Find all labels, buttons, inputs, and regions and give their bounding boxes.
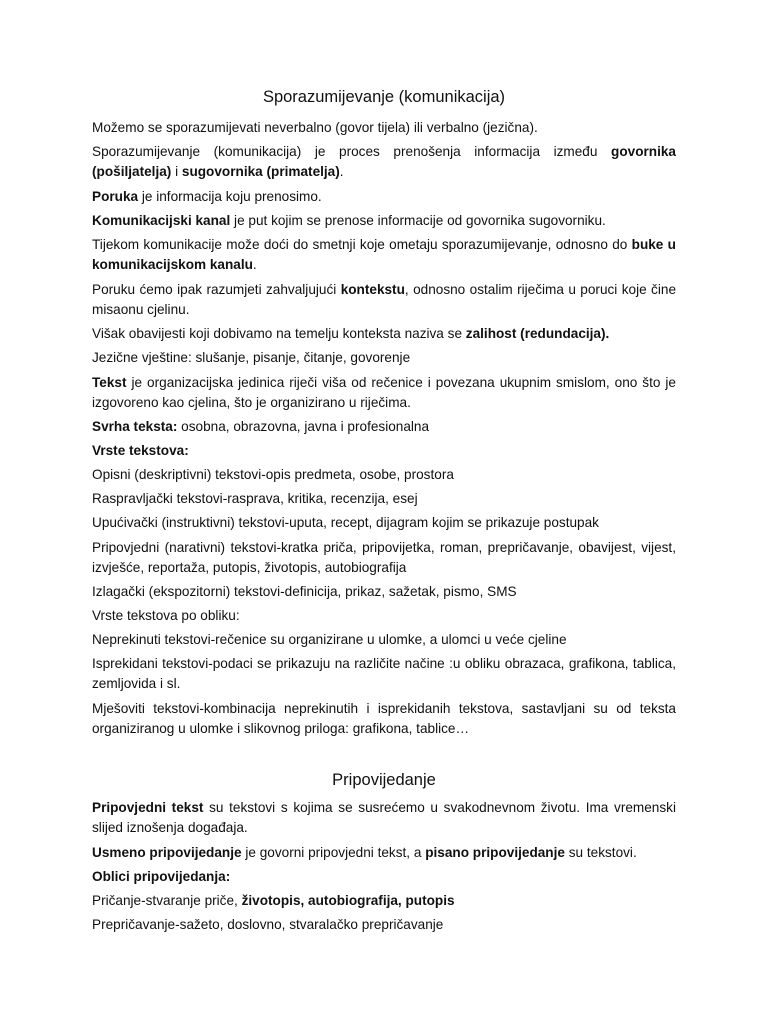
section-title-communication: Sporazumijevanje (komunikacija)	[262, 88, 506, 106]
subheading: Oblici pripovijedanja:	[92, 869, 231, 884]
paragraph: Tijekom komunikacije može doći do smetnji koje ometaju sporazumijevanje, odnosno do buke u komunikacijskom kanalu.	[92, 237, 676, 272]
section-title-narration: Pripovijedanje	[332, 771, 436, 789]
paragraph: Prepričavanje-sažeto, doslovno, stvaralačko prepričavanje	[92, 917, 444, 932]
bold-term: Komunikacijski kanal	[92, 213, 231, 228]
bold-term: govornika (pošiljatelja)	[92, 144, 676, 179]
bold-term: Tekst	[92, 375, 127, 390]
paragraph: Svrha teksta: osobna, obrazovna, javna i profesionalna	[92, 419, 430, 434]
paragraph: Tekst je organizacijska jedinica riječi viša od rečenice i povezana ukupnim smislom, ono što je izgovoreno kao cjelina, što je organizirano u riječima.	[92, 375, 676, 410]
paragraph: Pričanje-stvaranje priče, životopis, autobiografija, putopis	[92, 893, 455, 908]
paragraph: Pripovjedni tekst su tekstovi s kojima se susrećemo u svakodnevnom životu. Ima vremenski slijed iznošenja događaja.	[92, 800, 676, 835]
paragraph: Vrste tekstova po obliku:	[92, 608, 240, 623]
paragraph: Izlagački (ekspozitorni) tekstovi-definicija, prikaz, sažetak, pismo, SMS	[92, 584, 517, 599]
bold-term: sugovornika (primatelja)	[181, 164, 340, 179]
paragraph: Poruku ćemo ipak razumjeti zahvaljujući kontekstu, odnosno ostalim riječima u poruci koje čine misaonu cjelinu.	[92, 282, 676, 317]
paragraph: Raspravljački tekstovi-rasprava, kritika, recenzija, esej	[92, 491, 418, 506]
paragraph: Sporazumijevanje (komunikacija) je proces prenošenja informacija između govornika (pošiljatelja) i sugovornika (primatelja).	[92, 144, 676, 179]
paragraph: Možemo se sporazumijevati neverbalno (govor tijela) ili verbalno (jezična).	[92, 120, 538, 135]
subheading: Vrste tekstova:	[92, 443, 189, 458]
paragraph: Pripovjedni (narativni) tekstovi-kratka priča, pripovijetka, roman, prepričavanje, obavijest, vijest, izvješće, reportaža, putopis, životopis, autobiografija	[92, 540, 676, 575]
paragraph: Mješoviti tekstovi-kombinacija neprekinutih i isprekidanih tekstova, sastavljani su od teksta organiziranog u ulomke i slikovnog priloga: grafikona, tablice…	[92, 701, 676, 736]
paragraph: Isprekidani tekstovi-podaci se prikazuju na različite načine :u obliku obrazaca, grafikona, tablica, zemljovida i sl.	[92, 656, 676, 691]
bold-term: životopis, autobiografija, putopis	[241, 893, 455, 908]
bold-term: Usmeno pripovijedanje	[92, 845, 242, 860]
paragraph: Opisni (deskriptivni) tekstovi-opis predmeta, osobe, prostora	[92, 467, 454, 482]
bold-term: Pripovjedni tekst	[92, 800, 204, 815]
bold-term: Svrha teksta:	[92, 419, 178, 434]
paragraph: Neprekinuti tekstovi-rečenice su organizirane u ulomke, a ulomci u veće cjeline	[92, 632, 567, 647]
paragraph: Jezične vještine: slušanje, pisanje, čitanje, govorenje	[92, 350, 411, 365]
bold-term: pisano pripovijedanje	[425, 845, 565, 860]
paragraph: Višak obavijesti koji dobivamo na temelju konteksta naziva se zalihost (redundacija).	[92, 326, 610, 341]
bold-term: zalihost (redundacija).	[465, 326, 610, 341]
bold-term: kontekstu	[340, 282, 405, 297]
paragraph: Usmeno pripovijedanje je govorni pripovjedni tekst, a pisano pripovijedanje su tekstovi.	[92, 845, 637, 860]
paragraph: Upućivački (instruktivni) tekstovi-uputa, recept, dijagram kojim se prikazuje postupak	[92, 515, 599, 530]
bold-term: buke u komunikacijskom kanalu	[92, 237, 676, 272]
bold-term: Poruka	[92, 189, 139, 204]
paragraph: Poruka je informacija koju prenosimo.	[92, 189, 322, 204]
paragraph: Komunikacijski kanal je put kojim se prenose informacije od govornika sugovorniku.	[92, 213, 606, 228]
